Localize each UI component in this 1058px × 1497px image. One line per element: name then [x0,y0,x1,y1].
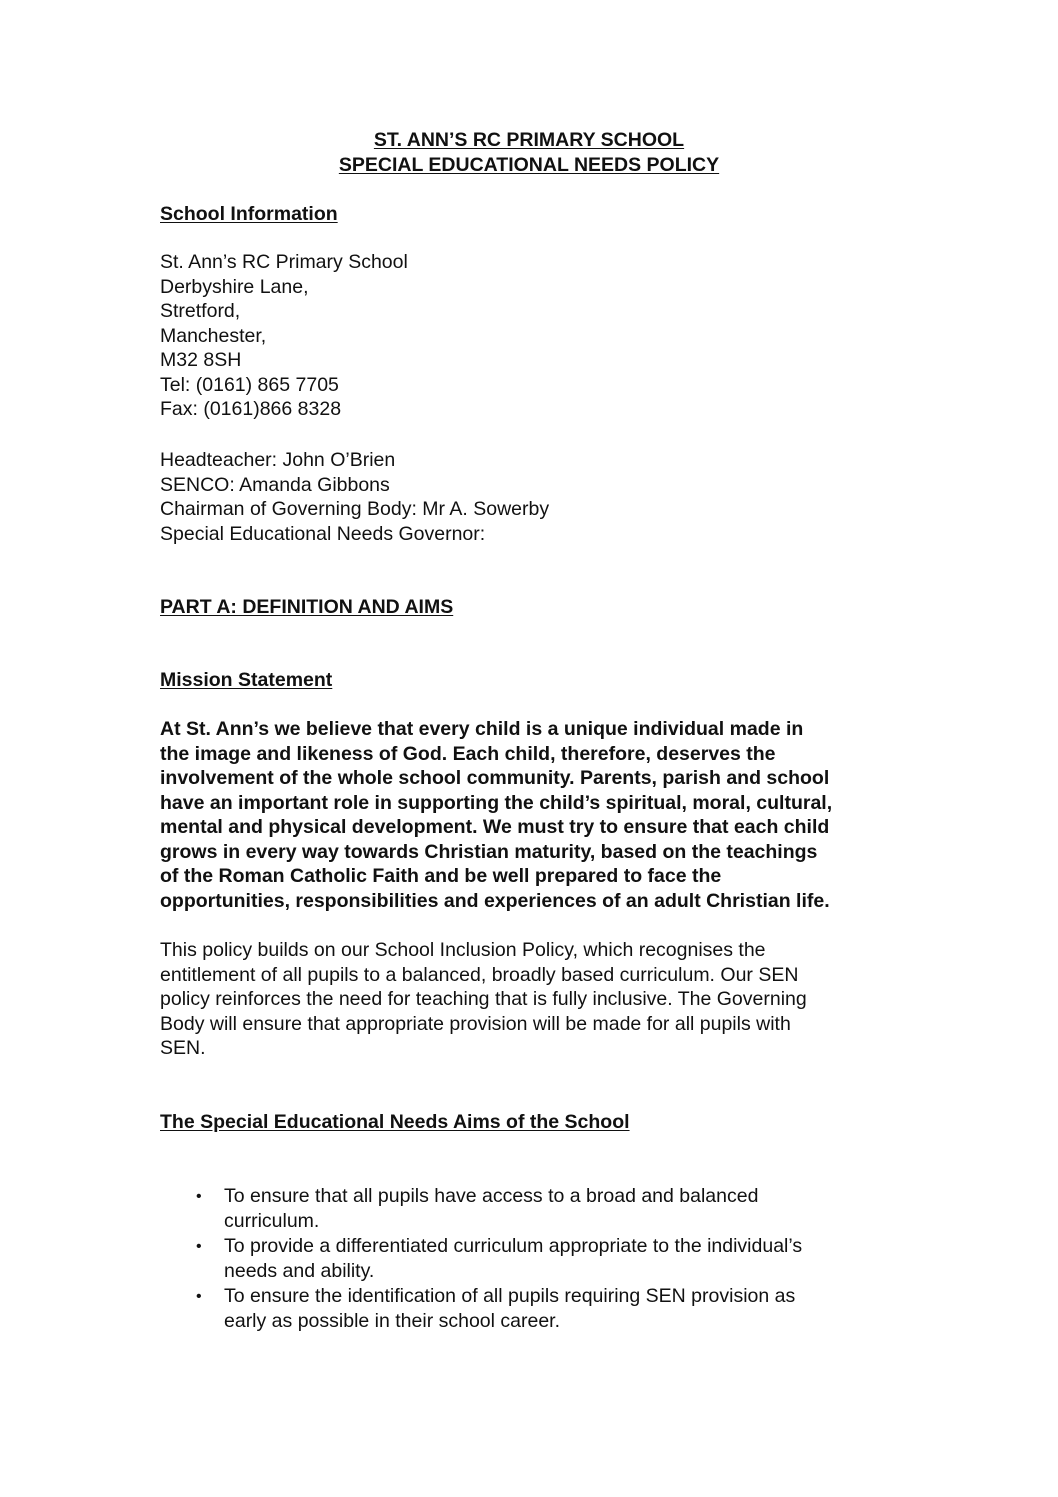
policy-paragraph [160,938,807,1061]
paragraph-line: entitlement of all pupils to a balanced, broadly based curriculum. Our SEN [160,963,799,986]
mission-line: At St. Ann’s we believe that every child is a unique individual made in [160,718,804,740]
address-line: St. Ann’s RC Primary School [160,251,408,273]
address-line: Derbyshire Lane, [160,275,309,298]
document-title [0,128,1058,178]
sen-aims-list [160,1184,802,1334]
paragraph-line: SEN. [160,1037,206,1059]
aim-list-item [160,1184,802,1234]
mission-line: of the Roman Catholic Faith and be well prepared to face the [160,865,722,887]
title-line-policy: SPECIAL EDUCATIONAL NEEDS POLICY [338,154,720,176]
fax-line: Fax: (0161)866 8328 [160,398,342,420]
mission-line: grows in every way towards Christian maturity, based on the teachings [160,840,818,863]
school-information-heading: School Information [160,203,338,225]
address-line: Manchester, [160,324,267,347]
bullet-icon: • [196,1288,202,1305]
mission-line: involvement of the whole school community. Parents, parish and school [160,767,830,789]
headteacher-line: Headteacher: John O’Brien [160,449,396,471]
paragraph-line: Body will ensure that appropriate provision will be made for all pupils with [160,1012,791,1035]
address-line: Stretford, [160,300,241,322]
address-line: M32 8SH [160,349,242,371]
aim-list-item [160,1284,802,1334]
senco-line: SENCO: Amanda Gibbons [160,473,390,496]
sen-aims-heading: The Special Educational Needs Aims of the School [160,1111,630,1133]
paragraph-line: This policy builds on our School Inclusion Policy, which recognises the [160,939,766,961]
sen-governor-line: Special Educational Needs Governor: [160,522,486,545]
paragraph-line: policy reinforces the need for teaching that is fully inclusive. The Governing [160,988,807,1010]
aim-text-line: needs and ability. [224,1260,375,1282]
aim-list-item [160,1234,802,1284]
aim-text-line: To ensure that all pupils have access to a broad and balanced [224,1185,759,1207]
bullet-icon: • [196,1238,202,1255]
aim-text-line: To ensure the identification of all pupils requiring SEN provision as [224,1285,796,1307]
mission-statement-heading: Mission Statement [160,669,333,691]
chairman-line: Chairman of Governing Body: Mr A. Sowerby [160,498,550,520]
aim-text-line: early as possible in their school career. [224,1310,561,1332]
school-staff [160,448,549,546]
aim-text-line: curriculum. [224,1210,320,1232]
telephone-line: Tel: (0161) 865 7705 [160,373,339,396]
bullet-icon: • [196,1188,202,1205]
mission-line: the image and likeness of God. Each child, therefore, deserves the [160,742,776,765]
mission-line: have an important role in supporting the child’s spiritual, moral, cultural, [160,791,833,814]
title-line-school: ST. ANN’S RC PRIMARY SCHOOL [373,129,685,151]
mission-line: opportunities, responsibilities and experiences of an adult Christian life. [160,889,830,912]
school-address [160,250,408,422]
mission-line: mental and physical development. We must try to ensure that each child [160,816,830,838]
mission-statement-text [160,717,832,913]
aim-text-line: To provide a differentiated curriculum appropriate to the individual’s [224,1235,803,1257]
part-a-heading: PART A: DEFINITION AND AIMS [160,596,454,618]
